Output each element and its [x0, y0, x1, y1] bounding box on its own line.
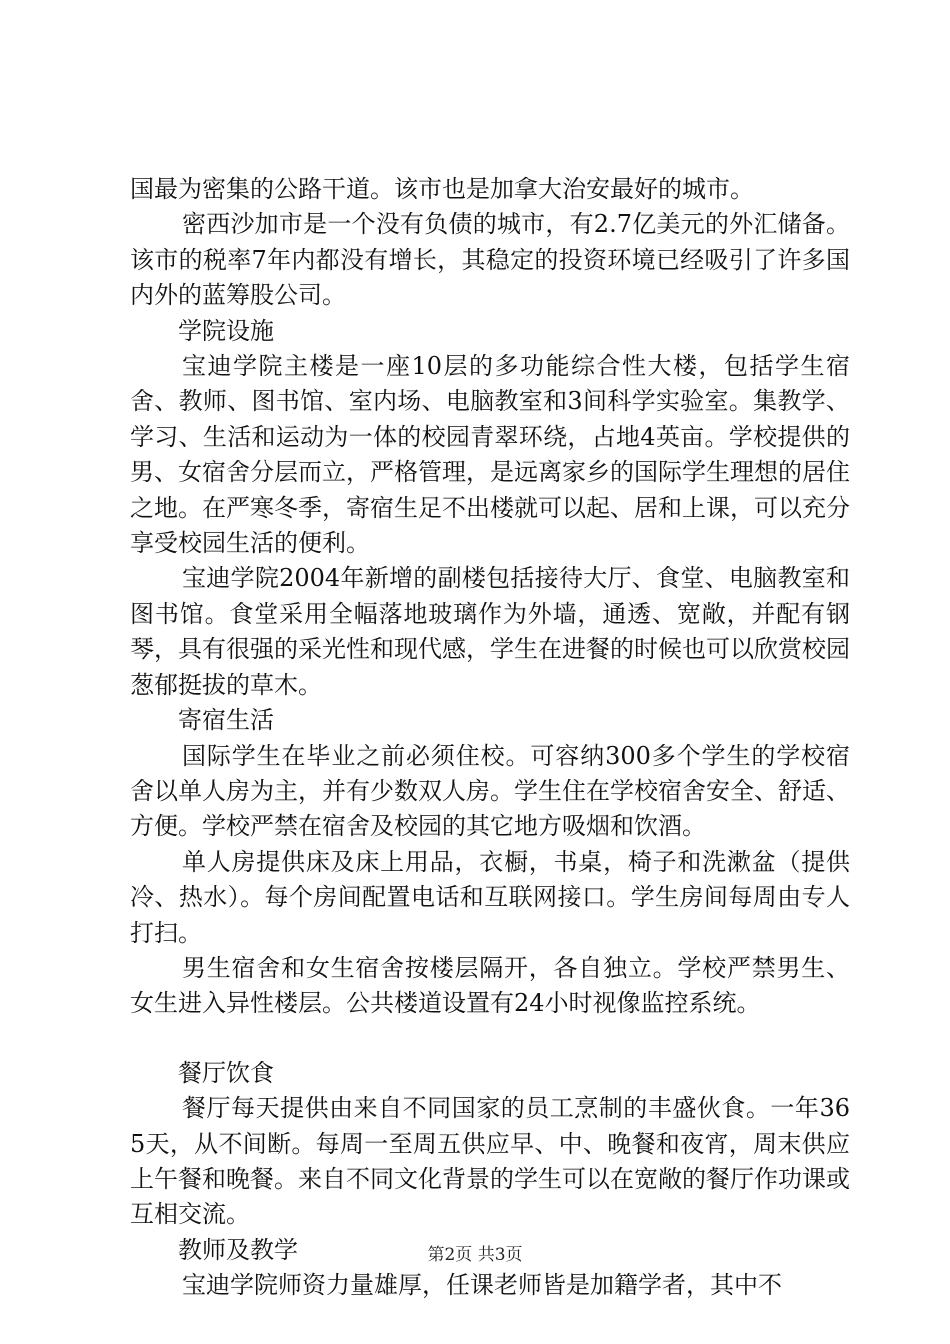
section-heading-facilities: 学院设施 [178, 316, 274, 345]
paragraph-single-rooms: 单人房提供床及床上用品，衣橱，书桌，椅子和洗漱盆（提供冷、热水）。每个房间配置电话和互联网接口。学生房间每周由专人打扫。 [130, 847, 850, 947]
paragraph-dorm-floors: 男生宿舍和女生宿舍按楼层隔开，各自独立。学校严禁男生、女生进入异性楼层。公共楼道设置有24小时视像监控系统。 [130, 953, 850, 1018]
section-heading-teaching: 教师及教学 [178, 1235, 298, 1264]
page-number-footer: 第2页 共3页 [427, 1245, 523, 1265]
paragraph-dining: 餐厅每天提供由来自不同国家的员工烹制的丰盛伙食。一年365天，从不间断。每周一至周五供应早、中、晚餐和夜宵，周末供应上午餐和晚餐。来自不同文化背景的学生可以在宽敞的餐厅作功课或互相交流。 [130, 1094, 850, 1229]
paragraph-annex-building: 宝迪学院2004年新增的副楼包括接待大厅、食堂、电脑教室和图书馆。食堂采用全幅落地玻璃作为外墙，通透、宽敞，并配有钢琴，具有很强的采光性和现代感，学生在进餐的时候也可以欣赏校园葱郁挺拔的草木。 [130, 564, 850, 699]
paragraph-teachers: 宝迪学院师资力量雄厚，任课老师皆是加籍学者，其中不 [182, 1271, 782, 1300]
section-heading-dining: 餐厅饮食 [178, 1058, 274, 1087]
paragraph-continuation: 国最为密集的公路干道。该市也是加拿大治安最好的城市。 [130, 175, 754, 203]
paragraph-boarding-rules: 国际学生在毕业之前必须住校。可容纳300多个学生的学校宿舍以单人房为主，并有少数双人房。学生住在学校宿舍安全、舒适、方便。学校严禁在宿舍及校园的其它地方吸烟和饮酒。 [130, 741, 850, 841]
paragraph-main-building: 宝迪学院主楼是一座10层的多功能综合性大楼，包括学生宿舍、教师、图书馆、室内场、电脑教室和3间科学实验室。集教学、学习、生活和运动为一体的校园青翠环绕，占地4英亩。学校提供的男、女宿舍分层而立，严格管理，是远离家乡的国际学生理想的居住之地。在严寒冬季，寄宿生足不出楼就可以起、居和上课，可以充分享受校园生活的便利。 [130, 352, 850, 558]
paragraph-finance: 密西沙加市是一个没有负债的城市，有2.7亿美元的外汇储备。该市的税率7年内都没有增长，其稳定的投资环境已经吸引了许多国内外的蓝筹股公司。 [130, 210, 850, 310]
section-heading-boarding: 寄宿生活 [178, 706, 274, 735]
document-body [130, 172, 850, 1304]
